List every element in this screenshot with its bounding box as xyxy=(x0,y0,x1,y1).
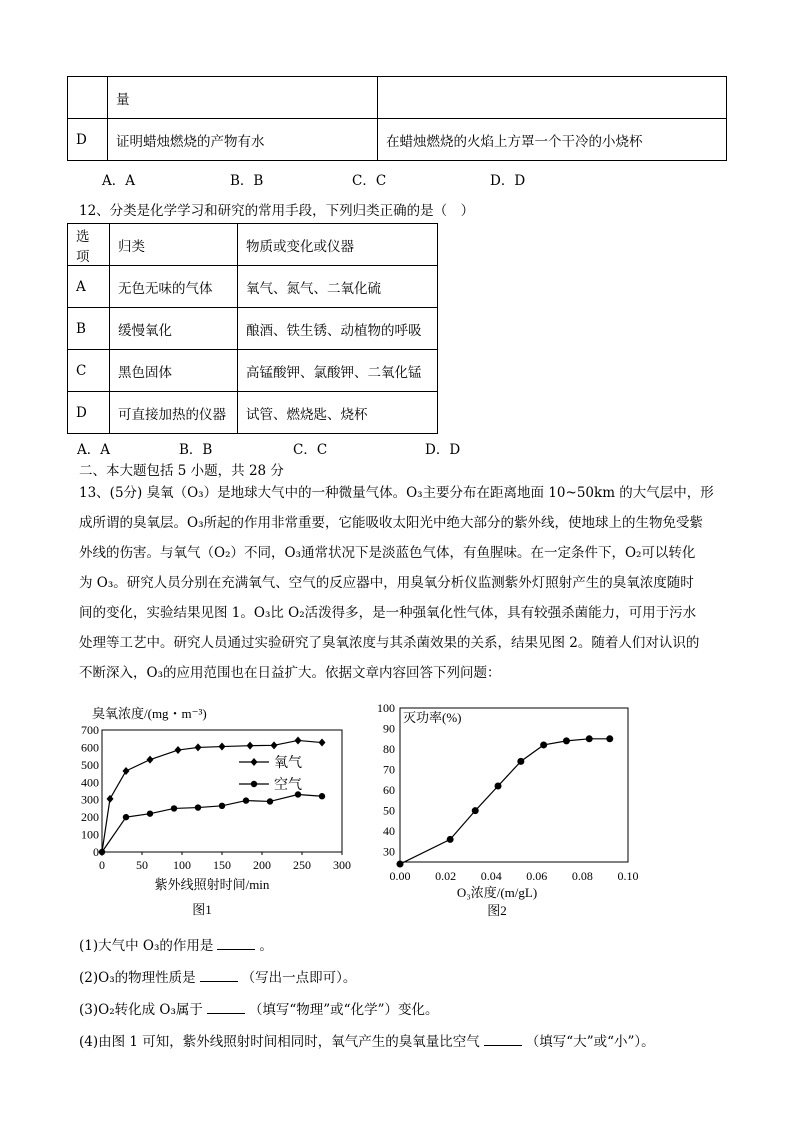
figure-caption: 图1 xyxy=(192,902,212,917)
table-row xyxy=(68,77,727,119)
y-axis-label: 臭氧浓度/(mg・m⁻³) xyxy=(92,706,207,721)
y-tick-label: 60 xyxy=(383,783,395,798)
series-line-空气 xyxy=(102,794,322,852)
experiment-cell: 量 xyxy=(108,77,378,119)
data-point xyxy=(171,805,177,811)
y-tick-label: 90 xyxy=(383,721,395,736)
legend-marker xyxy=(251,781,257,787)
x-tick-label: 250 xyxy=(293,858,311,872)
question-suffix: （填写“大”或“小”）。 xyxy=(525,1034,655,1050)
legend-label: 空气 xyxy=(274,778,302,793)
y-tick-label: 300 xyxy=(81,792,99,807)
data-point xyxy=(563,737,570,744)
answer-blank[interactable] xyxy=(217,938,255,950)
series-line xyxy=(400,739,610,864)
data-point xyxy=(495,783,502,790)
question-2 xyxy=(79,962,655,994)
question-text: (1)大气中 O₃的作用是 xyxy=(79,938,214,954)
category-cell: 可直接加热的仪器 xyxy=(110,392,238,434)
x-tick-label: 0 xyxy=(99,858,105,872)
table-row xyxy=(68,119,727,161)
row-label: B xyxy=(68,308,110,350)
passage-line: 间的变化，实验结果见图 1。O₃比 O₂活泼得多，是一种强氧化性气体，具有较强杀菌能力，可用于污水 xyxy=(79,605,697,621)
experiment-cell: 证明蜡烛燃烧的产物有水 xyxy=(108,119,378,161)
question-suffix: 。 xyxy=(259,938,273,954)
y-tick-label: 100 xyxy=(81,827,99,842)
data-point xyxy=(147,810,153,816)
data-point xyxy=(586,735,593,742)
question-text: (4)由图 1 可知，紫外线照射时间相同时，氧气产生的臭氧量比空气 xyxy=(79,1034,480,1050)
data-point xyxy=(243,797,249,803)
y-tick-label: 100 xyxy=(377,701,395,715)
question-suffix: （填写“物理”或“化学”）变化。 xyxy=(248,1002,439,1018)
data-point xyxy=(295,736,302,744)
passage-line: 不断深入，O₃的应用范围也在日益扩大。依据文章内容回答下列问题： xyxy=(79,665,501,681)
method-cell xyxy=(378,77,727,119)
q13-questions xyxy=(79,930,655,1058)
x-axis-label: O₃浓度/(m/gL) xyxy=(456,885,538,900)
plot-frame xyxy=(400,708,628,862)
header-option: 选项 xyxy=(68,224,110,266)
legend-marker xyxy=(251,758,258,766)
data-point xyxy=(267,798,273,804)
data-point xyxy=(147,756,154,764)
question-text: (2)O₃的物理性质是 xyxy=(79,970,196,986)
figure-1-chart xyxy=(62,700,362,920)
legend-label: 氧气 xyxy=(274,756,302,771)
data-point xyxy=(123,767,130,775)
data-point xyxy=(271,741,278,749)
passage-line: 为 O₃。研究人员分别在充满氧气、空气的反应器中，用臭氧分析仪监测紫外灯照射产生的臭氧浓度随时 xyxy=(79,575,694,591)
y-tick-label: 80 xyxy=(383,742,395,757)
answer-blank[interactable] xyxy=(207,1002,245,1014)
method-cell: 在蜡烛燃烧的火焰上方罩一个干冷的小烧杯 xyxy=(378,119,727,161)
passage-line: 外线的伤害。与氧气（O₂）不同，O₃通常状况下是淡蓝色气体，有鱼腥味。在一定条件下，O₂可以转化 xyxy=(79,545,696,561)
experiment-table xyxy=(67,76,727,161)
figure-2-chart xyxy=(362,700,642,920)
y-tick-label: 400 xyxy=(81,775,99,790)
y-tick-label: 0 xyxy=(93,845,99,859)
x-tick-label: 0.10 xyxy=(617,869,639,883)
x-tick-label: 100 xyxy=(173,858,191,872)
option-c[interactable]: C．C xyxy=(293,442,328,458)
x-tick-label: 0.02 xyxy=(435,869,457,883)
data-point xyxy=(175,746,182,754)
y-tick-label: 40 xyxy=(383,824,395,839)
table-row xyxy=(68,350,438,392)
y-tick-label: 700 xyxy=(81,723,99,737)
data-point xyxy=(540,741,547,748)
data-point xyxy=(472,807,479,814)
option-a[interactable]: A．A xyxy=(102,173,135,189)
data-point xyxy=(319,739,326,747)
row-label xyxy=(68,77,108,119)
y-tick-label: 50 xyxy=(383,803,395,818)
x-tick-label: 0.06 xyxy=(526,869,548,883)
data-point xyxy=(247,742,254,750)
question-1 xyxy=(79,930,655,962)
items-cell: 试管、燃烧匙、烧杯 xyxy=(238,392,438,434)
figure-caption: 图2 xyxy=(487,903,507,918)
section-heading: 二、本大题包括 5 小题，共 28 分 xyxy=(79,463,284,479)
option-b[interactable]: B．B xyxy=(179,442,213,458)
classification-table xyxy=(67,223,438,434)
row-label: D xyxy=(68,392,110,434)
table-header xyxy=(68,224,438,266)
x-tick-label: 0.00 xyxy=(389,869,411,883)
y-axis-label: 灭功率(%) xyxy=(403,710,462,725)
option-d[interactable]: D．D xyxy=(425,442,461,458)
category-cell: 无色无味的气体 xyxy=(110,266,238,308)
option-c[interactable]: C．C xyxy=(352,173,387,189)
category-cell: 缓慢氧化 xyxy=(110,308,238,350)
q13-passage xyxy=(79,478,729,688)
x-tick-label: 0.08 xyxy=(571,869,593,883)
data-point xyxy=(397,861,404,868)
data-point xyxy=(219,803,225,809)
answer-blank[interactable] xyxy=(484,1034,522,1046)
table-row xyxy=(68,266,438,308)
passage-line: 处理等工艺中。研究人员通过实验研究了臭氧浓度与其杀菌效果的关系，结果见图 2。随着人们对认识的 xyxy=(79,635,700,651)
data-point xyxy=(99,849,105,855)
q12-stem: 12、分类是化学学习和研究的常用手段，下列归类正确的是（ ） xyxy=(79,203,475,219)
data-point xyxy=(195,743,202,751)
x-tick-label: 0.04 xyxy=(480,869,502,883)
question-suffix: （写出一点即可）。 xyxy=(241,970,357,986)
data-point xyxy=(517,758,524,765)
y-tick-label: 70 xyxy=(383,762,395,777)
table-row xyxy=(68,392,438,434)
option-d[interactable]: D．D xyxy=(490,173,526,189)
x-tick-label: 50 xyxy=(136,858,148,872)
data-point xyxy=(219,743,226,751)
option-b[interactable]: B．B xyxy=(230,173,264,189)
category-cell: 黑色固体 xyxy=(110,350,238,392)
data-point xyxy=(107,795,114,803)
y-tick-label: 500 xyxy=(81,757,99,772)
row-label: D xyxy=(68,119,108,161)
answer-blank[interactable] xyxy=(200,970,238,982)
y-tick-label: 200 xyxy=(81,810,99,825)
passage-line: 13、(5分) 臭氧（O₃）是地球大气中的一种微量气体。O₃主要分布在距离地面 10~50km 的大气层中，形 xyxy=(79,485,714,501)
x-axis-label: 紫外线照射时间/min xyxy=(154,877,270,892)
passage-line: 成所谓的臭氧层。O₃所起的作用非常重要，它能吸收太阳光中绝大部分的紫外线，使地球上的生物免受紫 xyxy=(79,515,703,531)
x-tick-label: 300 xyxy=(333,858,351,872)
data-point xyxy=(447,836,454,843)
row-label: A xyxy=(68,266,110,308)
y-tick-label: 30 xyxy=(383,844,395,859)
data-point xyxy=(195,804,201,810)
items-cell: 高锰酸钾、氯酸钾、二氧化锰 xyxy=(238,350,438,392)
row-label: C xyxy=(68,350,110,392)
data-point xyxy=(606,735,613,742)
y-tick-label: 600 xyxy=(81,740,99,755)
items-cell: 酿酒、铁生锈、动植物的呼吸 xyxy=(238,308,438,350)
header-items: 物质或变化或仪器 xyxy=(238,224,438,266)
table-row xyxy=(68,308,438,350)
option-a[interactable]: A．A xyxy=(77,442,110,458)
question-text: (3)O₂转化成 O₃属于 xyxy=(79,1002,203,1018)
question-4 xyxy=(79,1026,655,1058)
data-point xyxy=(319,793,325,799)
question-3 xyxy=(79,994,655,1026)
x-tick-label: 200 xyxy=(253,858,271,872)
items-cell: 氧气、氮气、二氧化硫 xyxy=(238,266,438,308)
header-category: 归类 xyxy=(110,224,238,266)
x-tick-label: 150 xyxy=(213,858,231,872)
data-point xyxy=(123,814,129,820)
